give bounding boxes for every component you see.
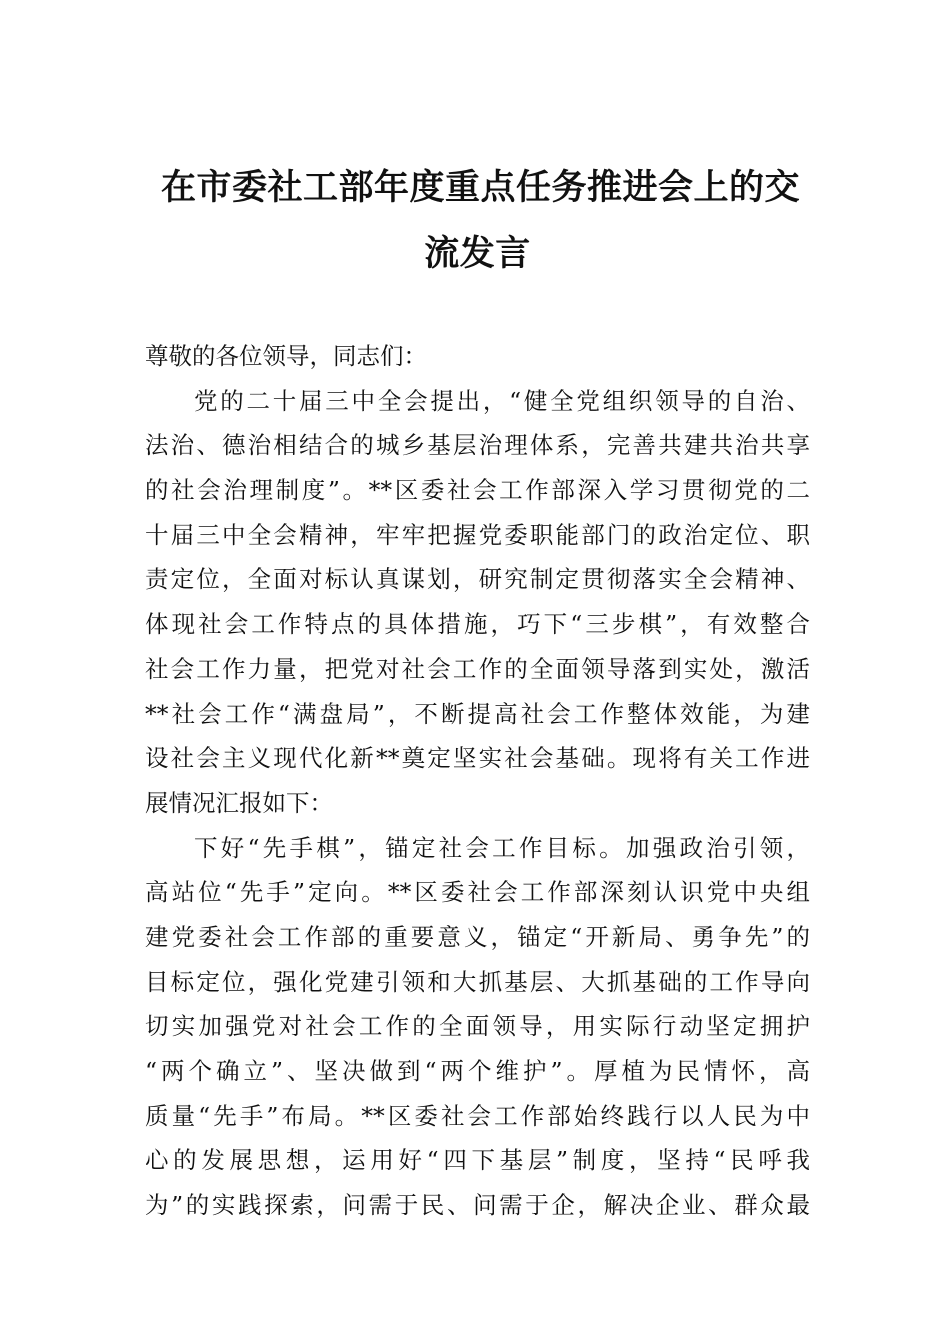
paragraph-1-line-1: 党的二十届三中全会提出，“健全党组织领导的自治、 (194, 386, 810, 415)
paragraph-2-line-6: “两个确立”、坚决做到“两个维护”。厚植为民情怀，高 (145, 1057, 810, 1085)
paragraph-1-line-8: **社会工作“满盘局”，不断提高社会工作整体效能，为建 (145, 699, 810, 728)
paragraph-2-line-2: 高站位“先手”定向。**区委社会工作部深刻认识党中央组 (145, 878, 810, 907)
paragraph-1-line-10: 展情况汇报如下： (145, 788, 333, 817)
paragraph-2-line-4: 目标定位，强化党建引领和大抓基层、大抓基础的工作导向 (145, 967, 810, 996)
paragraph-2-line-9: 为”的实践探索，问需于民、问需于企，解决企业、群众最 (145, 1191, 810, 1220)
paragraph-1-line-3: 的社会治理制度”。**区委社会工作部深入学习贯彻党的二 (145, 476, 810, 505)
title-line-1: 在市委社工部年度重点任务推进会上的交 (161, 167, 801, 208)
paragraph-1-line-6: 体现社会工作特点的具体措施，巧下“三步棋”，有效整合 (145, 610, 810, 639)
document-title (145, 158, 810, 284)
salutation: 尊敬的各位领导，同志们： (145, 342, 427, 370)
paragraph-2-line-5: 切实加强党对社会工作的全面领导，用实际行动坚定拥护 (145, 1012, 810, 1041)
paragraph-2-line-8: 心的发展思想，运用好“四下基层”制度，坚持“民呼我 (145, 1146, 810, 1175)
paragraph-1-line-4: 十届三中全会精神，牢牢把握党委职能部门的政治定位、职 (145, 520, 810, 549)
paragraph-2-line-7: 质量“先手”布局。**区委社会工作部始终践行以人民为中 (145, 1101, 810, 1130)
document-body (145, 334, 810, 1228)
title-line-2: 流发言 (424, 233, 531, 274)
paragraph-2-line-1: 下好“先手棋”，锚定社会工作目标。加强政治引领， (194, 833, 810, 862)
paragraph-1-line-9: 设社会主义现代化新**奠定坚实社会基础。现将有关工作进 (145, 744, 810, 773)
paragraph-1-line-2: 法治、德治相结合的城乡基层治理体系，完善共建共治共享 (145, 431, 810, 460)
paragraph-1-line-5: 责定位，全面对标认真谋划，研究制定贯彻落实全会精神、 (145, 565, 810, 594)
paragraph-2-line-3: 建党委社会工作部的重要意义，锚定“开新局、勇争先”的 (145, 922, 810, 951)
paragraph-1-line-7: 社会工作力量，把党对社会工作的全面领导落到实处，激活 (145, 654, 810, 683)
